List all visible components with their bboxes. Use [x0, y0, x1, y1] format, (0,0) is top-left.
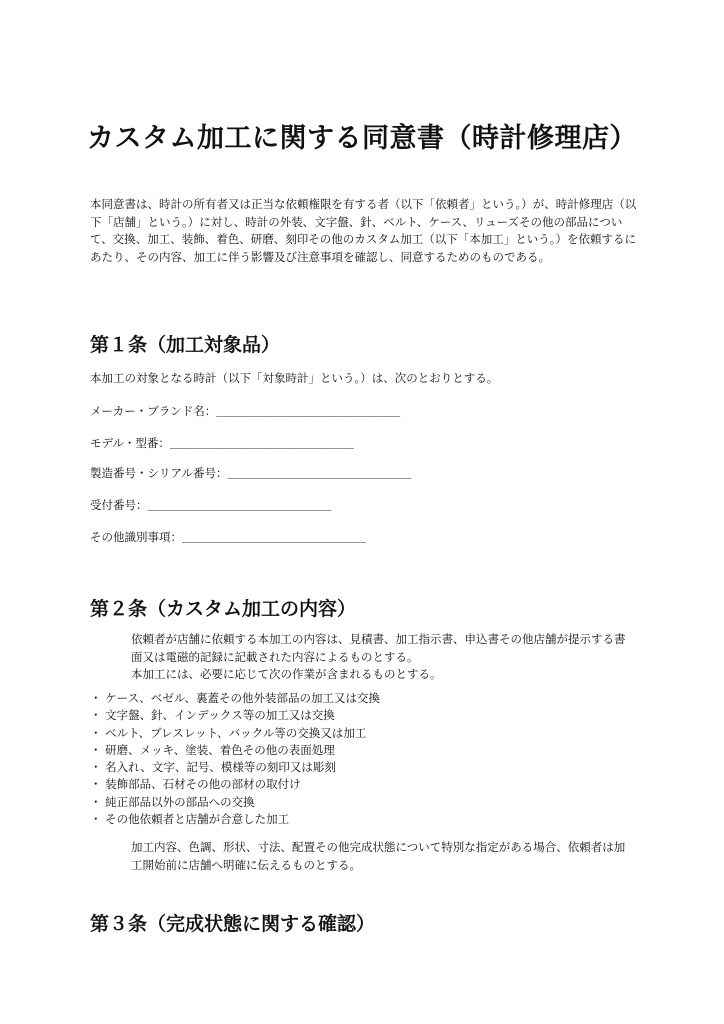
field-other-identifiers-label: その他識別事項： [90, 530, 182, 544]
field-receipt-number [90, 497, 332, 513]
field-brand-label: メーカー・ブランド名： [90, 404, 217, 418]
list-item: ・ その他依頼者と店舗が合意した加工 [90, 812, 290, 827]
field-brand-blank[interactable]: ＿＿＿＿＿＿＿＿＿＿＿＿＿＿＿＿ [216, 404, 401, 418]
document-title: カスタム加工に関する同意書（時計修理店） [87, 123, 637, 154]
field-serial-label: 製造番号・シリアル番号： [90, 466, 228, 480]
list-item: ・ 文字盤、針、インデックス等の加工又は交換 [90, 708, 335, 723]
field-other-identifiers-blank[interactable]: ＿＿＿＿＿＿＿＿＿＿＿＿＿＿＿＿ [182, 530, 366, 544]
list-item: ・ 装飾部品、石材その他の部材の取付け [90, 777, 301, 792]
field-serial-blank[interactable]: ＿＿＿＿＿＿＿＿＿＿＿＿＿＿＿＿ [227, 466, 412, 480]
list-item: ・ 純正部品以外の部品への交換 [90, 794, 255, 809]
article1-heading: 第１条（加工対象品） [90, 334, 281, 356]
article2-para3: 加工内容、色調、形状、寸法、配置その他完成状態について特別な指定がある場合、依頼者は加工開始前に店舗へ明確に伝えるものとする。 [131, 840, 626, 872]
field-receipt-number-blank[interactable]: ＿＿＿＿＿＿＿＿＿＿＿＿＿＿＿＿ [147, 498, 332, 512]
article3-heading: 第３条（完成状態に関する確認） [90, 913, 376, 935]
field-model [90, 435, 354, 451]
article2-para2: 本加工には、必要に応じて次の作業が含まれるものとする。 [131, 667, 442, 681]
list-item: ・ ベルト、ブレスレット、バックル等の交換又は加工 [90, 725, 367, 740]
field-brand [90, 403, 400, 419]
work-items-list [90, 690, 380, 828]
list-item: ・ 研磨、メッキ、塗装、着色その他の表面処理 [90, 742, 335, 757]
field-model-label: モデル・型番： [90, 436, 170, 450]
article1-body: 本加工の対象となる時計（以下「対象時計」という。）は、次のとおりとする。 [90, 371, 499, 385]
field-receipt-number-label: 受付番号： [90, 498, 148, 512]
article2-heading: 第２条（カスタム加工の内容） [90, 598, 357, 620]
field-serial [90, 465, 412, 481]
list-item: ・ ケース、ベゼル、裏蓋その他外装部品の加工又は交換 [90, 691, 381, 705]
field-other-identifiers [90, 529, 366, 545]
field-model-blank[interactable]: ＿＿＿＿＿＿＿＿＿＿＿＿＿＿＿＿ [169, 436, 354, 450]
article2-para1: 依頼者が店舗に依頼する本加工の内容は、見積書、加工指示書、申込書その他店舗が提示する書面又は電磁的記録に記載された内容によるものとする。 [131, 632, 626, 664]
list-item: ・ 名入れ、文字、記号、模様等の刻印又は彫刻 [90, 760, 336, 775]
intro-paragraph: 本同意書は、時計の所有者又は正当な依頼権限を有する者（以下「依頼者」という。）が、時計修理店（以下「店舗」という。）に対し、時計の外装、文字盤、針、ベルト、ケース、リューズその他の部品について、交換、加工、装飾、着色、研磨、刻印その他のカスタム加工（以下「本加工」という。）を依頼するにあたり、その内容、加工に伴う影響及び注意事項を確認し、同意するためのものである。 [90, 197, 637, 264]
